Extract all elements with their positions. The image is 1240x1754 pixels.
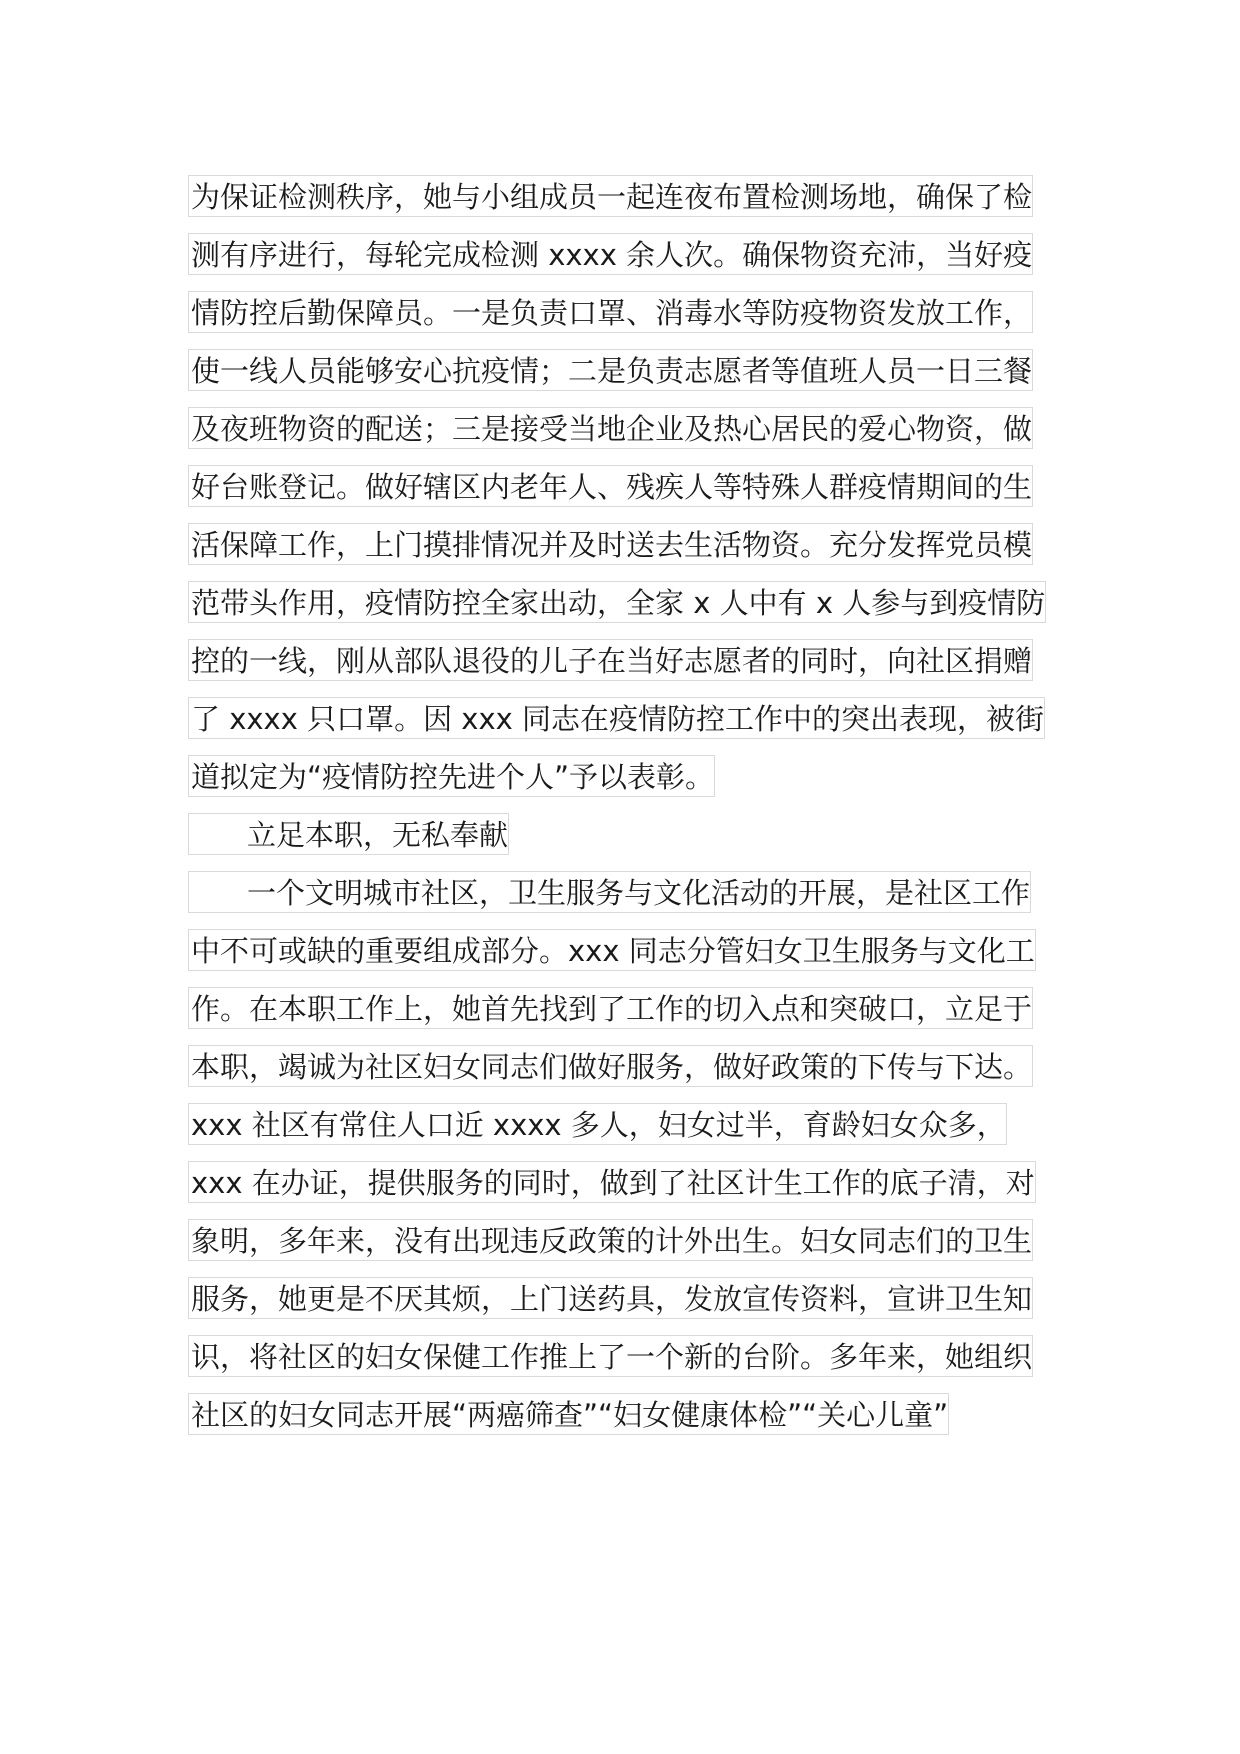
text-line: 象明，多年来，没有出现违反政策的计外出生。妇女同志们的卫生 <box>188 1219 1033 1261</box>
text-line: 测有序进行，每轮完成检测 xxxx 余人次。确保物资充沛，当好疫 <box>188 233 1033 275</box>
section-heading: 立足本职，无私奉献 <box>188 813 509 855</box>
text-line: 社区的妇女同志开展“两癌筛查”“妇女健康体检”“关心儿童” <box>188 1393 949 1435</box>
text-line: 服务，她更是不厌其烦，上门送药具，发放宣传资料，宣讲卫生知 <box>188 1277 1033 1319</box>
text-line: 及夜班物资的配送；三是接受当地企业及热心居民的爱心物资，做 <box>188 407 1033 449</box>
text-line: 活保障工作，上门摸排情况并及时送去生活物资。充分发挥党员模 <box>188 523 1033 565</box>
text-line: 情防控后勤保障员。一是负责口罩、消毒水等防疫物资发放工作， <box>188 291 1033 333</box>
text-line: 本职，竭诚为社区妇女同志们做好服务，做好政策的下传与下达。 <box>188 1045 1033 1087</box>
text-line: xxx 在办证，提供服务的同时，做到了社区计生工作的底子清，对 <box>188 1161 1036 1203</box>
text-line: 使一线人员能够安心抗疫情；二是负责志愿者等值班人员一日三餐 <box>188 349 1033 391</box>
text-line: 了 xxxx 只口罩。因 xxx 同志在疫情防控工作中的突出表现，被街 <box>188 697 1045 739</box>
text-line: 范带头作用，疫情防控全家出动，全家 x 人中有 x 人参与到疫情防 <box>188 581 1046 623</box>
text-line: 作。在本职工作上，她首先找到了工作的切入点和突破口，立足于 <box>188 987 1033 1029</box>
text-line: 控的一线，刚从部队退役的儿子在当好志愿者的同时，向社区捐赠 <box>188 639 1033 681</box>
text-line: 识，将社区的妇女保健工作推上了一个新的台阶。多年来，她组织 <box>188 1335 1033 1377</box>
text-line: 道拟定为“疫情防控先进个人”予以表彰。 <box>188 755 715 797</box>
text-line: xxx 社区有常住人口近 xxxx 多人，妇女过半，育龄妇女众多， <box>188 1103 1007 1145</box>
text-line: 一个文明城市社区，卫生服务与文化活动的开展，是社区工作 <box>188 871 1031 913</box>
text-line: 中不可或缺的重要组成部分。xxx 同志分管妇女卫生服务与文化工 <box>188 929 1036 971</box>
text-line: 为保证检测秩序，她与小组成员一起连夜布置检测场地，确保了检 <box>188 175 1033 217</box>
text-line: 好台账登记。做好辖区内老年人、残疾人等特殊人群疫情期间的生 <box>188 465 1033 507</box>
